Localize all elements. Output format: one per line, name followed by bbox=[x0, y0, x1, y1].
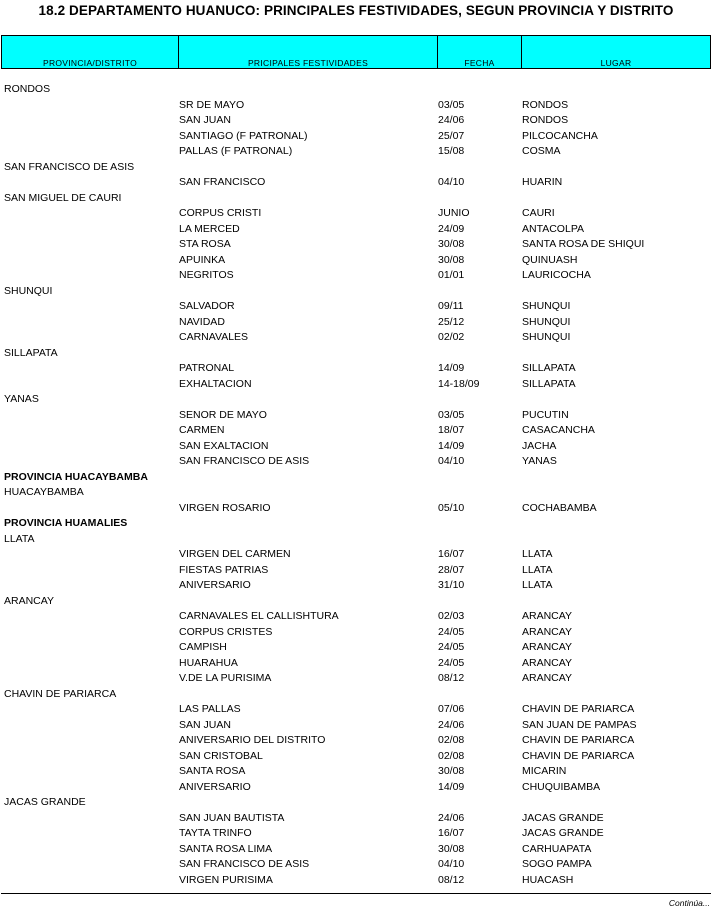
festividad-cell: ANIVERSARIO bbox=[179, 579, 251, 591]
table-row bbox=[0, 749, 712, 765]
fecha-cell: 30/08 bbox=[438, 765, 465, 777]
district-name: LLATA bbox=[4, 532, 35, 545]
fecha-cell: 25/12 bbox=[438, 315, 465, 328]
table-row bbox=[0, 299, 712, 315]
lugar-cell: CHAVIN DE PARIARCA bbox=[522, 734, 635, 746]
festividad-cell: VIRGEN DEL CARMEN bbox=[179, 548, 291, 560]
fecha-cell: 07/06 bbox=[438, 703, 465, 715]
district-name: ARANCAY bbox=[4, 594, 54, 607]
table-row bbox=[0, 780, 712, 796]
table-row bbox=[0, 175, 712, 191]
festividad-cell: SAN FRANCISCO DE ASIS bbox=[179, 858, 310, 870]
lugar-cell: ARANCAY bbox=[522, 625, 572, 638]
festividad-cell: FIESTAS PATRIAS bbox=[179, 563, 269, 576]
lugar-cell: COSMA bbox=[522, 145, 561, 157]
lugar-cell: RONDOS bbox=[522, 114, 569, 126]
fecha-cell: 02/03 bbox=[438, 610, 465, 622]
table-row bbox=[0, 253, 712, 269]
lugar-cell: ANTACOLPA bbox=[522, 222, 585, 235]
fecha-cell: 04/10 bbox=[438, 176, 465, 188]
lugar-cell: ARANCAY bbox=[522, 672, 572, 684]
district-row bbox=[0, 346, 712, 362]
festividad-cell: HUARAHUA bbox=[179, 656, 238, 669]
district-name: RONDOS bbox=[4, 83, 51, 95]
lugar-cell: COCHABAMBA bbox=[522, 501, 597, 514]
table-row bbox=[0, 656, 712, 672]
festividad-cell: PALLAS (F PATRONAL) bbox=[179, 145, 293, 157]
festividad-cell: CAMPISH bbox=[179, 641, 227, 653]
fecha-cell: 28/07 bbox=[438, 563, 465, 576]
festividad-cell: SALVADOR bbox=[179, 300, 235, 312]
table-row bbox=[0, 501, 712, 517]
lugar-cell: QUINUASH bbox=[522, 253, 578, 266]
festividad-cell: SAN FRANCISCO bbox=[179, 176, 266, 188]
table-row bbox=[0, 268, 712, 284]
table-row bbox=[0, 873, 712, 889]
lugar-cell: SHUNQUI bbox=[522, 331, 571, 343]
header-provincia-distrito: PROVINCIA/DISTRITO bbox=[2, 36, 179, 68]
table-row bbox=[0, 377, 712, 393]
festividad-cell: ANIVERSARIO bbox=[179, 780, 251, 793]
fecha-cell: 14/09 bbox=[438, 362, 465, 374]
district-row bbox=[0, 687, 712, 703]
fecha-cell: 04/10 bbox=[438, 455, 465, 467]
table-row bbox=[0, 408, 712, 424]
festividad-cell: VIRGEN PURISIMA bbox=[179, 873, 273, 886]
district-row bbox=[0, 82, 712, 98]
table-row bbox=[0, 454, 712, 470]
province-name: PROVINCIA HUAMALIES bbox=[4, 517, 128, 529]
district-name: HUACAYBAMBA bbox=[4, 486, 84, 498]
table-row bbox=[0, 733, 712, 749]
district-name: SAN FRANCISCO DE ASIS bbox=[4, 160, 135, 173]
table-row bbox=[0, 144, 712, 160]
lugar-cell: SILLAPATA bbox=[522, 377, 576, 390]
festividad-cell: LAS PALLAS bbox=[179, 703, 241, 715]
lugar-cell: ARANCAY bbox=[522, 610, 572, 622]
table-row bbox=[0, 330, 712, 346]
fecha-cell: 24/06 bbox=[438, 718, 465, 731]
fecha-cell: 24/06 bbox=[438, 114, 465, 126]
table-row bbox=[0, 578, 712, 594]
festividad-cell: APUINKA bbox=[179, 253, 226, 266]
lugar-cell: CARHUAPATA bbox=[522, 842, 592, 855]
fecha-cell: 14-18/09 bbox=[438, 377, 480, 390]
table-row bbox=[0, 563, 712, 579]
lugar-cell: LLATA bbox=[522, 579, 553, 591]
fecha-cell: 16/07 bbox=[438, 548, 465, 560]
district-row bbox=[0, 532, 712, 548]
fecha-cell: 16/07 bbox=[438, 827, 465, 839]
lugar-cell: SAN JUAN DE PAMPAS bbox=[522, 718, 637, 731]
fecha-cell: 14/09 bbox=[438, 780, 465, 793]
festividad-cell: CORPUS CRISTI bbox=[179, 207, 262, 219]
lugar-cell: ARANCAY bbox=[522, 641, 572, 653]
table-row bbox=[0, 129, 712, 145]
district-row bbox=[0, 160, 712, 176]
fecha-cell: 03/05 bbox=[438, 408, 465, 421]
table-row bbox=[0, 811, 712, 827]
table-row bbox=[0, 842, 712, 858]
lugar-cell: SILLAPATA bbox=[522, 362, 576, 374]
district-row bbox=[0, 594, 712, 610]
festividad-cell: NAVIDAD bbox=[179, 315, 225, 328]
lugar-cell: LAURICOCHA bbox=[522, 269, 591, 281]
festividad-cell: CARNAVALES EL CALLISHTURA bbox=[179, 610, 339, 622]
lugar-cell: JACAS GRANDE bbox=[522, 827, 604, 839]
lugar-cell: CASACANCHA bbox=[522, 424, 595, 436]
festividad-cell: VIRGEN ROSARIO bbox=[179, 501, 271, 514]
header-festividades: PRICIPALES FESTIVIDADES bbox=[179, 36, 438, 68]
lugar-cell: JACAS GRANDE bbox=[522, 811, 604, 824]
festividad-cell: LA MERCED bbox=[179, 222, 240, 235]
festividad-cell: NEGRITOS bbox=[179, 269, 234, 281]
lugar-cell: LLATA bbox=[522, 548, 553, 560]
fecha-cell: 25/07 bbox=[438, 129, 465, 142]
table-row bbox=[0, 439, 712, 455]
festividad-cell: SAN JUAN BAUTISTA bbox=[179, 811, 285, 824]
festividad-cell: TAYTA TRINFO bbox=[179, 827, 252, 839]
lugar-cell: LLATA bbox=[522, 563, 553, 576]
lugar-cell: ARANCAY bbox=[522, 656, 572, 669]
festividad-cell: SANTA ROSA LIMA bbox=[179, 842, 273, 855]
table-row bbox=[0, 625, 712, 641]
festividad-cell: CORPUS CRISTES bbox=[179, 625, 273, 638]
lugar-cell: CHAVIN DE PARIARCA bbox=[522, 749, 635, 762]
festividad-cell: SANTIAGO (F PATRONAL) bbox=[179, 129, 308, 142]
district-row bbox=[0, 392, 712, 408]
table-row bbox=[0, 857, 712, 873]
fecha-cell: 31/10 bbox=[438, 579, 465, 591]
lugar-cell: SANTA ROSA DE SHIQUI bbox=[522, 238, 645, 250]
lugar-cell: SOGO PAMPA bbox=[522, 858, 592, 870]
table-row bbox=[0, 237, 712, 253]
fecha-cell: 08/12 bbox=[438, 672, 465, 684]
bottom-divider bbox=[1, 893, 711, 894]
fecha-cell: 24/09 bbox=[438, 222, 465, 235]
lugar-cell: PILCOCANCHA bbox=[522, 129, 598, 142]
table-row bbox=[0, 640, 712, 656]
festividad-cell: PATRONAL bbox=[179, 362, 235, 374]
fecha-cell: 02/08 bbox=[438, 749, 465, 762]
lugar-cell: CAURI bbox=[522, 207, 555, 219]
header-fecha: FECHA bbox=[438, 36, 522, 68]
festividad-cell: SANTA ROSA bbox=[179, 765, 246, 777]
district-name: YANAS bbox=[4, 393, 39, 405]
lugar-cell: RONDOS bbox=[522, 98, 569, 111]
lugar-cell: HUARIN bbox=[522, 176, 563, 188]
table-row bbox=[0, 222, 712, 238]
lugar-cell: SHUNQUI bbox=[522, 315, 571, 328]
district-name: CHAVIN DE PARIARCA bbox=[4, 687, 117, 700]
table-body bbox=[0, 82, 712, 888]
table-row bbox=[0, 764, 712, 780]
district-name: SHUNQUI bbox=[4, 284, 53, 297]
table-row bbox=[0, 702, 712, 718]
header-lugar: LUGAR bbox=[600, 58, 632, 68]
table-row bbox=[0, 423, 712, 439]
festividad-cell: ANIVERSARIO DEL DISTRITO bbox=[179, 734, 326, 746]
fecha-cell: 30/08 bbox=[438, 253, 465, 266]
lugar-cell: SHUNQUI bbox=[522, 300, 571, 312]
table-header bbox=[1, 35, 711, 69]
fecha-cell: 24/05 bbox=[438, 656, 465, 669]
fecha-cell: 30/08 bbox=[438, 842, 465, 855]
festividad-cell: SAN CRISTOBAL bbox=[179, 749, 263, 762]
festividad-cell: EXHALTACION bbox=[179, 377, 252, 390]
fecha-cell: 24/05 bbox=[438, 641, 465, 653]
continues-note: Continúa... bbox=[668, 898, 710, 908]
table-row bbox=[0, 609, 712, 625]
table-row bbox=[0, 113, 712, 129]
district-name: JACAS GRANDE bbox=[4, 796, 86, 808]
festividad-cell: SAN JUAN bbox=[179, 114, 231, 126]
fecha-cell: 05/10 bbox=[438, 501, 465, 514]
festividad-cell: V.DE LA PURISIMA bbox=[179, 672, 272, 684]
festividad-cell: SAN JUAN bbox=[179, 718, 231, 731]
fecha-cell: 18/07 bbox=[438, 424, 465, 436]
fecha-cell: 24/05 bbox=[438, 625, 465, 638]
district-row bbox=[0, 191, 712, 207]
festividad-cell: STA ROSA bbox=[179, 238, 231, 250]
table-row bbox=[0, 315, 712, 331]
festividad-cell: CARNAVALES bbox=[179, 331, 249, 343]
festividad-cell: CARMEN bbox=[179, 424, 225, 436]
fecha-cell: 15/08 bbox=[438, 145, 465, 157]
fecha-cell: 30/08 bbox=[438, 238, 465, 250]
fecha-cell: 14/09 bbox=[438, 439, 465, 452]
page-title: 18.2 DEPARTAMENTO HUANUCO: PRINCIPALES FESTIVIDADES, SEGUN PROVINCIA Y DISTRITO bbox=[38, 3, 674, 18]
fecha-cell: JUNIO bbox=[438, 207, 470, 219]
fecha-cell: 24/06 bbox=[438, 811, 465, 824]
province-row bbox=[0, 470, 712, 486]
lugar-cell: CHAVIN DE PARIARCA bbox=[522, 703, 635, 715]
fecha-cell: 03/05 bbox=[438, 98, 465, 111]
festividad-cell: SAN EXALTACION bbox=[179, 439, 269, 452]
fecha-cell: 09/11 bbox=[438, 300, 464, 312]
lugar-cell: HUACASH bbox=[522, 873, 574, 886]
festividad-cell: SAN FRANCISCO DE ASIS bbox=[179, 455, 310, 467]
province-row bbox=[0, 516, 712, 532]
lugar-cell: YANAS bbox=[522, 455, 557, 467]
table-row bbox=[0, 718, 712, 734]
fecha-cell: 04/10 bbox=[438, 858, 465, 870]
lugar-cell: CHUQUIBAMBA bbox=[522, 780, 601, 793]
fecha-cell: 08/12 bbox=[438, 873, 465, 886]
fecha-cell: 01/01 bbox=[438, 269, 465, 281]
table-row bbox=[0, 826, 712, 842]
table-row bbox=[0, 206, 712, 222]
festividad-cell: SR DE MAYO bbox=[179, 98, 245, 111]
district-name: SAN MIGUEL DE CAURI bbox=[4, 191, 122, 204]
lugar-cell: MICARIN bbox=[522, 765, 567, 777]
festividad-cell: SENOR DE MAYO bbox=[179, 408, 267, 421]
province-name: PROVINCIA HUACAYBAMBA bbox=[4, 470, 148, 483]
district-name: SILLAPATA bbox=[4, 346, 58, 359]
lugar-cell: JACHA bbox=[522, 439, 557, 452]
table-row bbox=[0, 98, 712, 114]
fecha-cell: 02/02 bbox=[438, 331, 465, 343]
lugar-cell: PUCUTIN bbox=[522, 408, 569, 421]
table-row bbox=[0, 547, 712, 563]
table-row bbox=[0, 361, 712, 377]
table-row bbox=[0, 671, 712, 687]
fecha-cell: 02/08 bbox=[438, 734, 465, 746]
district-row bbox=[0, 795, 712, 811]
district-row bbox=[0, 485, 712, 501]
district-row bbox=[0, 284, 712, 300]
